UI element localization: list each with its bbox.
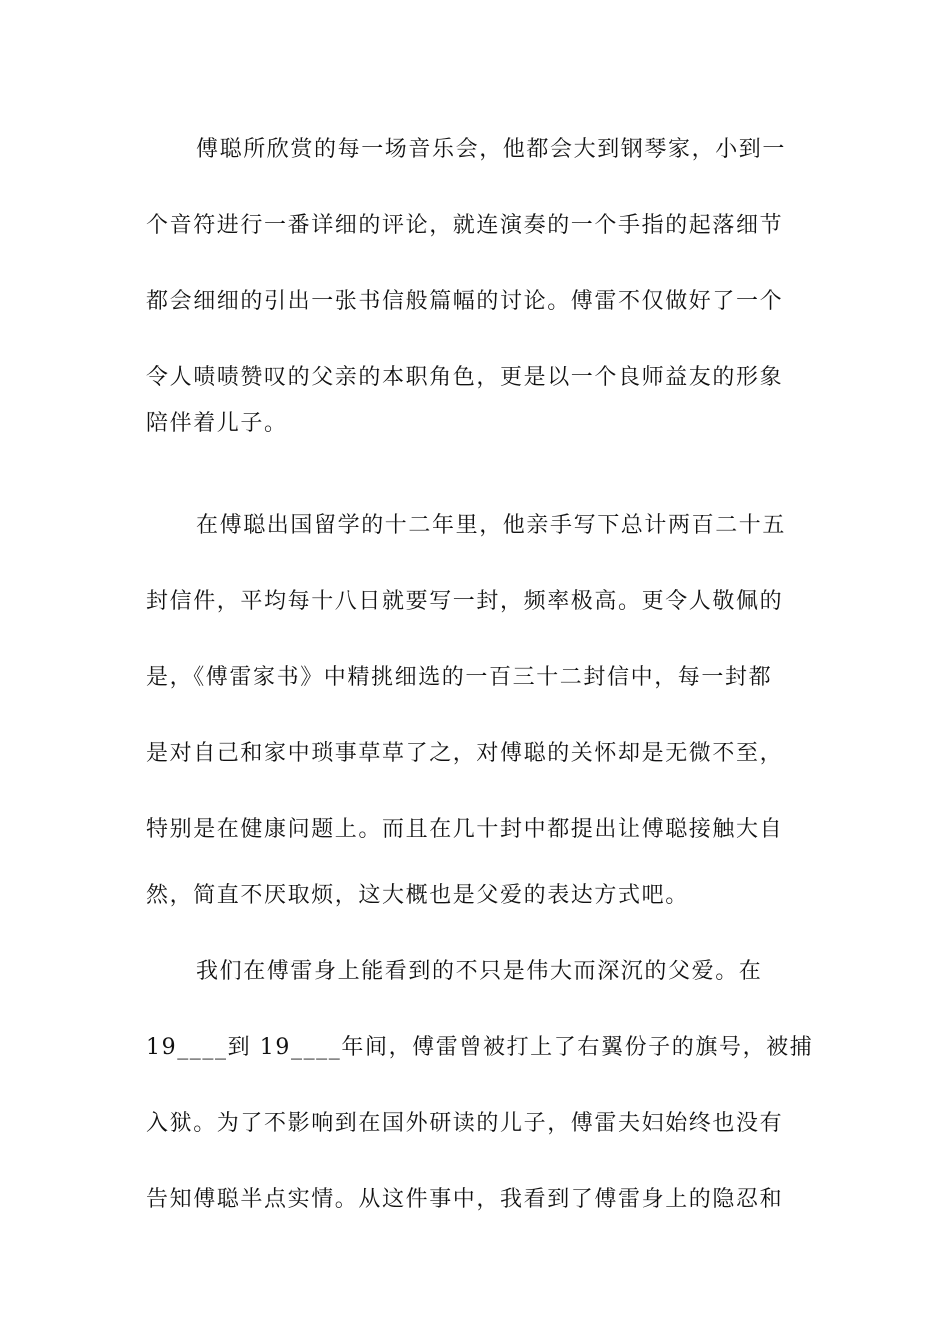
text-line: 19____到 19____年间，傅雷曾被打上了右翼份子的旗号，被捕: [146, 1035, 814, 1060]
text-line: 傅聪所欣赏的每一场音乐会，他都会大到钢琴家，小到一: [196, 137, 787, 162]
text-line: 我们在傅雷身上能看到的不只是伟大而深沉的父爱。在: [196, 959, 763, 984]
text-line: 封信件，平均每十八日就要写一封，频率极高。更令人敬佩的: [146, 589, 784, 614]
text-line: 是对自己和家中琐事草草了之，对傅聪的关怀却是无微不至，: [146, 741, 784, 766]
text-line: 都会细细的引出一张书信般篇幅的讨论。傅雷不仅做好了一个: [146, 289, 784, 314]
text-line: 陪伴着儿子。: [146, 411, 288, 436]
text-line: 是，《傅雷家书》中精挑细选的一百三十二封信中，每一封都: [146, 665, 773, 690]
text-line: 特别是在健康问题上。而且在几十封中都提出让傅聪接触大自: [146, 817, 784, 842]
text-line: 入狱。为了不影响到在国外研读的儿子，傅雷夫妇始终也没有: [146, 1111, 784, 1136]
text-line: 令人啧啧赞叹的父亲的本职角色，更是以一个良师益友的形象: [146, 365, 784, 390]
text-line: 告知傅聪半点实情。从这件事中，我看到了傅雷身上的隐忍和: [146, 1187, 784, 1212]
text-line: 个音符进行一番详细的评论，就连演奏的一个手指的起落细节: [146, 213, 784, 238]
text-line: 在傅聪出国留学的十二年里，他亲手写下总计两百二十五: [196, 513, 787, 538]
text-line: 然，简直不厌取烦，这大概也是父爱的表达方式吧。: [146, 883, 689, 908]
